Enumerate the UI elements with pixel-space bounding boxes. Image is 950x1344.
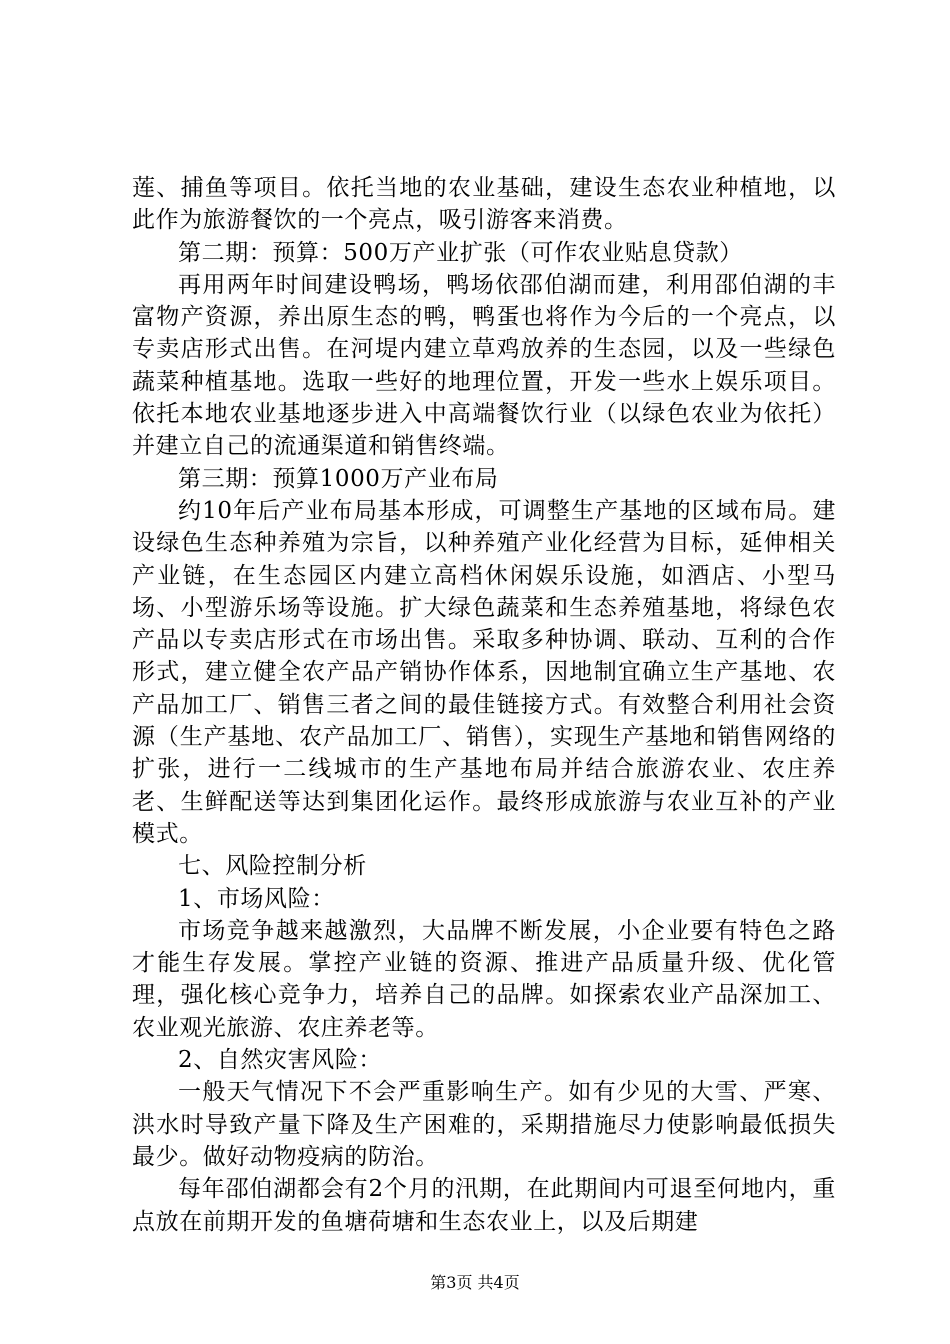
- paragraph-continuation: 莲、捕鱼等项目。依托当地的农业基础，建设生态农业种植地，以此作为旅游餐饮的一个亮点，吸引游客来消费。: [132, 175, 836, 234]
- natural-disaster-risk-paragraph: 一般天气情况下不会严重影响生产。如有少见的大雪、严寒、洪水时导致产量下降及生产困难的，采期措施尽力使影响最低损失最少。做好动物疫病的防治。: [132, 1079, 836, 1170]
- page-footer: 第3页 共4页: [430, 1273, 520, 1292]
- phase3-heading: 第三期：预算1000万产业布局: [178, 465, 499, 492]
- document-body: [132, 172, 836, 1238]
- market-risk-paragraph: 市场竞争越来越激烈，大品牌不断发展，小企业要有特色之路才能生存发展。掌控产业链的资源、推进产品质量升级、优化管理，强化核心竞争力，培养自己的品牌。如探索农业产品深加工、农业观光旅游、农庄养老等。: [132, 917, 836, 1041]
- flood-season-paragraph: 每年邵伯湖都会有2个月的汛期，在此期间内可退至何地内，重点放在前期开发的鱼塘荷塘和生态农业上，以及后期建: [132, 1176, 836, 1235]
- market-risk-heading: 1、市场风险：: [178, 885, 335, 912]
- phase3-paragraph: 约10年后产业布局基本形成，可调整生产基地的区域布局。建设绿色生态种养殖为宗旨，以种养殖产业化经营为目标，延伸相关产业链，在生态园区内建立高档休闲娱乐设施，如酒店、小型马场、小型游乐场等设施。扩大绿色蔬菜和生态养殖基地，将绿色农产品以专卖店形式在市场出售。采取多种协调、联动、互利的合作形式，建立健全农产品产销协作体系，因地制宜确立生产基地、农产品加工厂、销售三者之间的最佳链接方式。有效整合利用社会资源（生产基地、农产品加工厂、销售），实现生产基地和销售网络的扩张，进行一二线城市的生产基地布局并结合旅游农业、农庄养老、生鲜配送等达到集团化运作。最终形成旅游与农业互补的产业模式。: [132, 497, 836, 847]
- phase2-paragraph: 再用两年时间建设鸭场，鸭场依邵伯湖而建，利用邵伯湖的丰富物产资源，养出原生态的鸭，鸭蛋也将作为今后的一个亮点，以专卖店形式出售。在河堤内建立草鸡放养的生态园，以及一些绿色蔬菜种植基地。选取一些好的地理位置，开发一些水上娱乐项目。依托本地农业基地逐步进入中高端餐饮行业（以绿色农业为依托）并建立自己的流通渠道和销售终端。: [132, 271, 836, 460]
- natural-disaster-risk-heading: 2、自然灾害风险：: [178, 1047, 383, 1074]
- phase2-heading: 第二期：预算：500万产业扩张（可作农业贴息贷款）: [178, 239, 743, 266]
- section7-heading: 七、风险控制分析: [178, 853, 367, 880]
